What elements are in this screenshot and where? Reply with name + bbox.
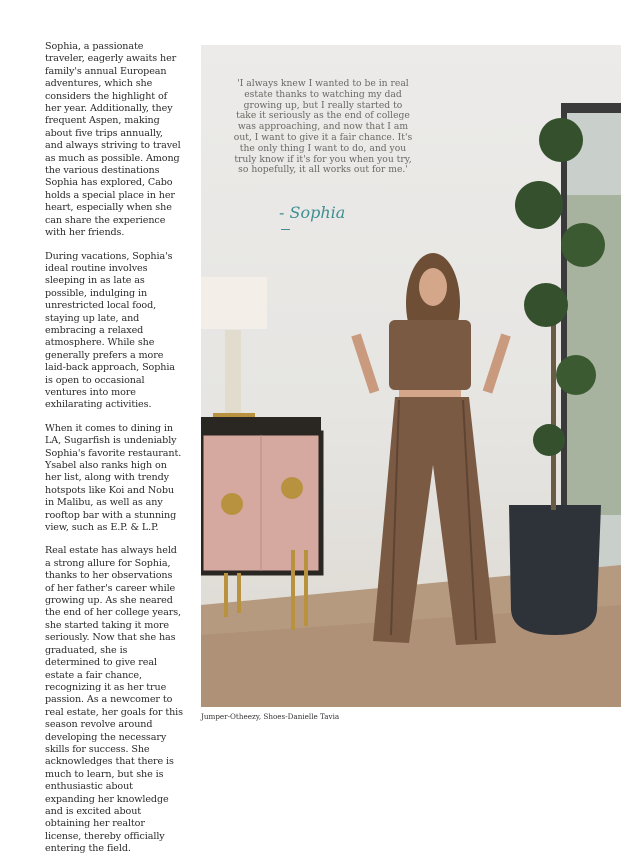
plant-leaves-3 <box>561 223 605 267</box>
plant-trunk <box>551 295 556 510</box>
top <box>389 320 471 390</box>
arm-right <box>483 333 511 393</box>
plant-leaves-6 <box>533 424 565 456</box>
pull-quote: 'I always knew I wanted to be in real estate thanks to watching my dad growing up, but I really started to take it seriously as the end of college was approaching, and now that I am out, I want to give it a fair chance. It's the only thing I want to do, and you truly know if it's for you when you try, so hopefully, it all works out for me.' <box>233 78 413 176</box>
plant-leaves-4 <box>524 283 568 327</box>
arm-left <box>351 333 379 393</box>
paragraph-real-estate: Real estate has always held a strong allure for Sophia, thanks to her observations of her father's career while growing up. As she neared the end of her college years, she started taking it more seriously. Now that she has graduated, she is determined to give real estate a fair chance, recognizing it as her true passion. As a newcomer to real estate, her goals for this season revolve around developing the necessary skills for success. She acknowledges that there is much to learn, but she is enthusiastic about expanding her knowledge and is excited about obtaining her realtor license, thereby officially entering the field. <box>45 545 183 855</box>
window-frame <box>561 103 567 573</box>
plant-leaves-2 <box>515 181 563 229</box>
photo-caption: Jumper-Otheezy, Shoes-Danielle Tavia <box>201 712 340 721</box>
signature: - Sophia <box>279 203 346 222</box>
face <box>419 268 447 306</box>
paragraph-dining: When it comes to dining in LA, Sugarfish is undeniably Sophia's favorite restaurant. Ysabel also ranks high on her list, along with trendy hotspots like Koi and Nobu in Malibu, as well as any rooftop bar with a stunning view, such as E.P. & L.P. <box>45 422 182 534</box>
cabinet-knob-left <box>221 493 243 515</box>
planter <box>509 505 601 635</box>
paragraph-travel: Sophia, a passionate traveler, eagerly awaits her family's annual European adventures, which she considers the highlight of her year. Additionally, they frequent Aspen, making about five trips annually, and always striving to travel as much as possible. Among the various destinations Sophia has explored, Cabo holds a special place in her heart, especially when she can share the experience with her friends. <box>45 41 181 239</box>
cabinet-knob-right <box>281 477 303 499</box>
lamp-base <box>225 330 241 414</box>
signature-dash <box>281 229 290 230</box>
lamp-shade <box>201 277 267 329</box>
window-frame-top <box>561 103 621 113</box>
cabinet-leg-1 <box>224 573 228 617</box>
plant-leaves-1 <box>539 118 583 162</box>
article-body <box>45 41 183 867</box>
cabinet-leg-3 <box>291 550 295 630</box>
cabinet-leg-2 <box>237 573 241 613</box>
cabinet-leg-4 <box>304 550 308 626</box>
plant-leaves-5 <box>556 355 596 395</box>
paragraph-vacation: During vacations, Sophia's ideal routine involves sleeping in as late as possible, indulging in unrestricted local food, staying up late, and embracing a relaxed atmosphere. While she generally prefers a more laid-back approach, Sophia is open to occasional ventures into more exhilarating activities. <box>45 250 175 411</box>
feature-photo <box>201 45 621 707</box>
